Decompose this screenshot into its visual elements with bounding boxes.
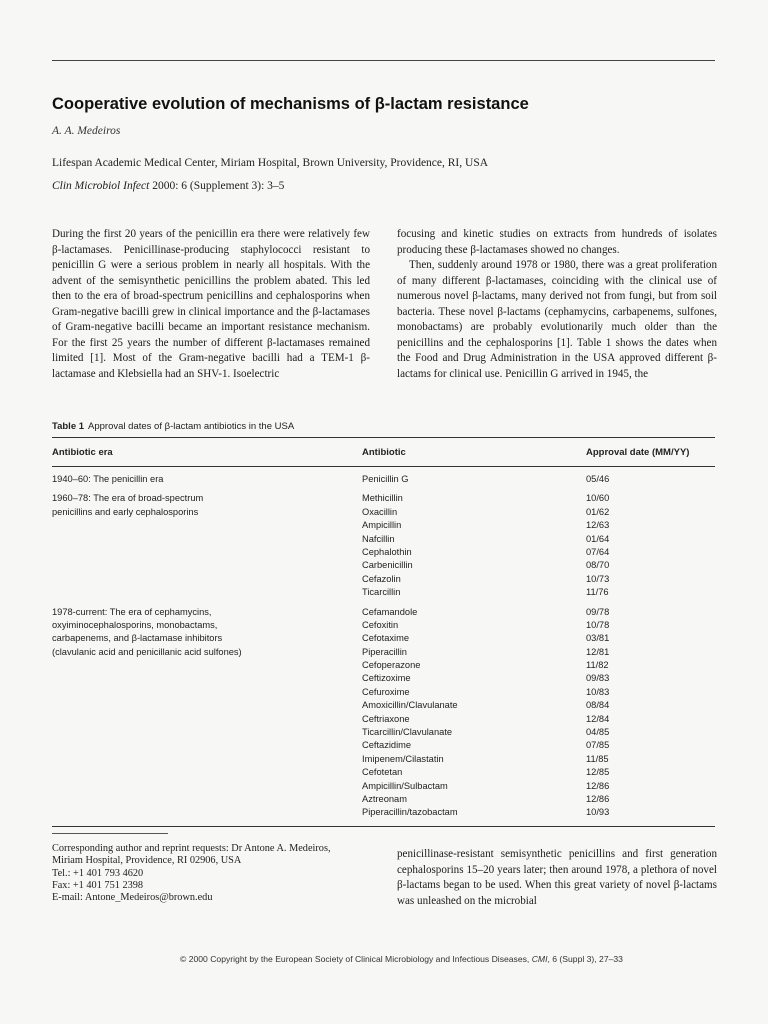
table-era-group	[52, 473, 715, 486]
approval-date: 12/86	[586, 780, 610, 791]
antibiotic-name: Ticarcillin	[362, 587, 401, 598]
table-row	[362, 726, 715, 739]
table-caption-text: Approval dates of β-lactam antibiotics in the USA	[88, 421, 295, 432]
approval-date: 09/83	[586, 673, 610, 684]
antibiotic-name: Oxacillin	[362, 506, 398, 517]
table-row	[362, 659, 715, 672]
body-paragraph: penicillinase-resistant semisynthetic penicillins and first generation cephalosporins 15–20 years later; then around 1978, a plethora of novel β-lactams began to be used. When this great variety of novel β-lactams was unleashed on the microbial	[397, 848, 717, 907]
table-row	[362, 766, 715, 779]
approval-date: 07/64	[586, 546, 610, 557]
table-row	[362, 559, 715, 572]
correspondence-footnote	[52, 843, 331, 904]
antibiotic-name: Penicillin G	[362, 474, 409, 484]
approval-date: 12/84	[586, 713, 610, 724]
approval-date: 10/78	[586, 619, 610, 630]
body-column-right-bottom	[397, 847, 717, 909]
table-row	[362, 533, 715, 546]
approval-date: 11/76	[586, 587, 609, 598]
approval-date: 12/81	[586, 646, 610, 657]
approval-dates-table	[52, 437, 715, 827]
approval-date: 10/93	[586, 807, 610, 818]
approval-date: 08/70	[586, 560, 610, 571]
approval-date: 05/46	[586, 474, 610, 484]
table-body	[52, 473, 715, 820]
copyright-journal: CMI	[531, 954, 548, 964]
antibiotic-name: Cefoperazone	[362, 660, 421, 671]
table-header-antibiotic: Antibiotic	[362, 447, 406, 458]
body-paragraph: focusing and kinetic studies on extracts from hundreds of isolates producing these β-lactamases showed no changes.	[397, 228, 717, 256]
era-cell	[52, 492, 292, 519]
approval-date: 12/86	[586, 793, 610, 804]
era-text: penicillins and early cephalosporins	[52, 506, 199, 517]
table-row	[362, 473, 715, 486]
citation-journal: Clin Microbiol Infect	[52, 180, 150, 192]
footnote-rule	[52, 833, 168, 834]
footnote-line: Fax: +1 401 751 2398	[52, 879, 144, 891]
approval-date: 03/81	[586, 633, 610, 644]
approval-date: 11/85	[586, 753, 609, 764]
approval-date: 09/78	[586, 606, 610, 617]
approval-date: 01/62	[586, 506, 610, 517]
table-row	[362, 699, 715, 712]
table-era-group	[52, 492, 715, 599]
antibiotic-name: Cefuroxime	[362, 686, 410, 697]
table-row	[362, 606, 715, 619]
approval-date: 10/60	[586, 493, 610, 504]
era-cell	[52, 473, 292, 486]
era-text: oxyiminocephalosporins, monobactams,	[52, 619, 218, 630]
body-paragraph: Then, suddenly around 1978 or 1980, there was a great proliferation of many different β-lactamases, coinciding with the clinical use of numerous novel β-lactams, many derived not from fungi, but from soil bacteria. These novel β-lactams (cephamycins, carbapenems, sulfones, monobactams) are probably evolutionarily much older than the penicillins and the cephalosporins [1]. Table 1 shows the dates when the Food and Drug Administration in the USA approved different β-lactams for clinical use. Penicillin G arrived in 1945, the	[397, 259, 717, 380]
table-row	[362, 619, 715, 632]
approval-date: 11/82	[586, 660, 609, 671]
table-header-era: Antibiotic era	[52, 447, 113, 458]
approval-date: 12/85	[586, 767, 610, 778]
table-caption	[52, 421, 294, 432]
approval-date: 04/85	[586, 727, 610, 738]
antibiotic-name: Cefoxitin	[362, 619, 399, 630]
approval-date: 07/85	[586, 740, 610, 751]
approval-date: 01/64	[586, 533, 610, 544]
table-row	[362, 672, 715, 685]
author-affiliation: Lifespan Academic Medical Center, Miriam Hospital, Brown University, Providence, RI, USA	[52, 157, 489, 169]
antibiotic-name: Ticarcillin/Clavulanate	[362, 727, 453, 738]
antibiotic-name: Cefamandole	[362, 606, 418, 617]
table-caption-label: Table 1	[52, 421, 85, 432]
top-rule	[52, 60, 715, 61]
table-bottom-rule	[52, 820, 715, 827]
journal-citation	[52, 180, 284, 192]
table-row	[362, 806, 715, 819]
copyright-volume: , 6 (Suppl 3), 27–33	[547, 954, 623, 964]
footnote-line: Tel.: +1 401 793 4620	[52, 867, 144, 879]
table-row	[362, 713, 715, 726]
table-row	[362, 793, 715, 806]
antibiotic-name: Cefotetan	[362, 767, 403, 778]
era-text: carbapenems, and β-lactamase inhibitors	[52, 633, 223, 644]
era-text: 1978-current: The era of cephamycins,	[52, 606, 212, 617]
footnote-line: Corresponding author and reprint requests: Dr Antone A. Medeiros,	[52, 843, 331, 854]
approval-date: 10/73	[586, 573, 610, 584]
table-row	[362, 686, 715, 699]
table-row	[362, 780, 715, 793]
copyright-line	[180, 954, 623, 964]
era-text: (clavulanic acid and penicillanic acid sulfones)	[52, 646, 242, 657]
antibiotic-name: Ceftriaxone	[362, 713, 410, 724]
author-name: A. A. Medeiros	[52, 125, 121, 137]
antibiotic-name: Piperacillin/tazobactam	[362, 807, 458, 818]
article-title: Cooperative evolution of mechanisms of β-lactam resistance	[52, 95, 529, 113]
antibiotic-name: Imipenem/Cilastatin	[362, 753, 444, 764]
antibiotic-name: Amoxicillin/Clavulanate	[362, 700, 458, 711]
antibiotic-name: Aztreonam	[362, 793, 407, 804]
table-row	[362, 519, 715, 532]
table-row	[362, 753, 715, 766]
table-row	[362, 492, 715, 505]
antibiotic-name: Ampicillin	[362, 520, 402, 531]
table-row	[362, 506, 715, 519]
body-column-right	[397, 227, 717, 413]
antibiotic-name: Cefazolin	[362, 573, 401, 584]
antibiotic-name: Methicillin	[362, 493, 403, 504]
table-header-approval-date: Approval date (MM/YY)	[586, 447, 690, 458]
approval-date: 08/84	[586, 700, 610, 711]
antibiotic-name: Carbenicillin	[362, 560, 413, 571]
footnote-email: E-mail: Antone_Medeiros@brown.edu	[52, 892, 213, 904]
table-row	[362, 573, 715, 586]
table-row	[362, 586, 715, 599]
antibiotic-name: Ampicillin/Sulbactam	[362, 780, 448, 791]
copyright-text: © 2000 Copyright by the European Society of Clinical Microbiology and Infectious Diseases,	[180, 954, 532, 964]
table-row	[362, 546, 715, 559]
body-column-left	[52, 227, 370, 413]
era-text: 1940–60: The penicillin era	[52, 474, 164, 484]
antibiotic-name: Ceftazidime	[362, 740, 412, 751]
footnote-line: Miriam Hospital, Providence, RI 02906, USA	[52, 855, 242, 867]
citation-details: 2000: 6 (Supplement 3): 3–5	[149, 180, 285, 192]
antibiotic-name: Cefotaxime	[362, 633, 410, 644]
era-text: 1960–78: The era of broad-spectrum	[52, 493, 204, 504]
antibiotic-name: Nafcillin	[362, 533, 395, 544]
table-row	[362, 632, 715, 645]
table-era-group	[52, 606, 715, 820]
body-paragraph: During the first 20 years of the penicillin era there were relatively few β-lactamases. Penicillinase-producing staphylococci resistant to penicillin G were a serious problem in nearly all hospitals. With the advent of the semisynthetic penicillins the problem abated. This led then to the era of broad-spectrum penicillins and cephalosporins when Gram-negative bacilli grew in clinical importance and the β-lactamases of Gram-negative bacilli became an important resistance mechanism. For the first 25 years the number of different β-lactamases remained limited [1]. Most of the Gram-negative bacilli had a TEM-1 β-lactamase and Klebsiella had an SHV-1. Isoelectric	[52, 228, 370, 380]
approval-date: 10/83	[586, 686, 610, 697]
approval-date: 12/63	[586, 520, 610, 531]
table-header-row	[52, 437, 715, 467]
antibiotic-name: Cephalothin	[362, 546, 412, 557]
antibiotic-name: Ceftizoxime	[362, 673, 411, 684]
table-row	[362, 739, 715, 752]
antibiotic-name: Piperacillin	[362, 646, 407, 657]
table-row	[362, 646, 715, 659]
era-cell	[52, 606, 292, 660]
